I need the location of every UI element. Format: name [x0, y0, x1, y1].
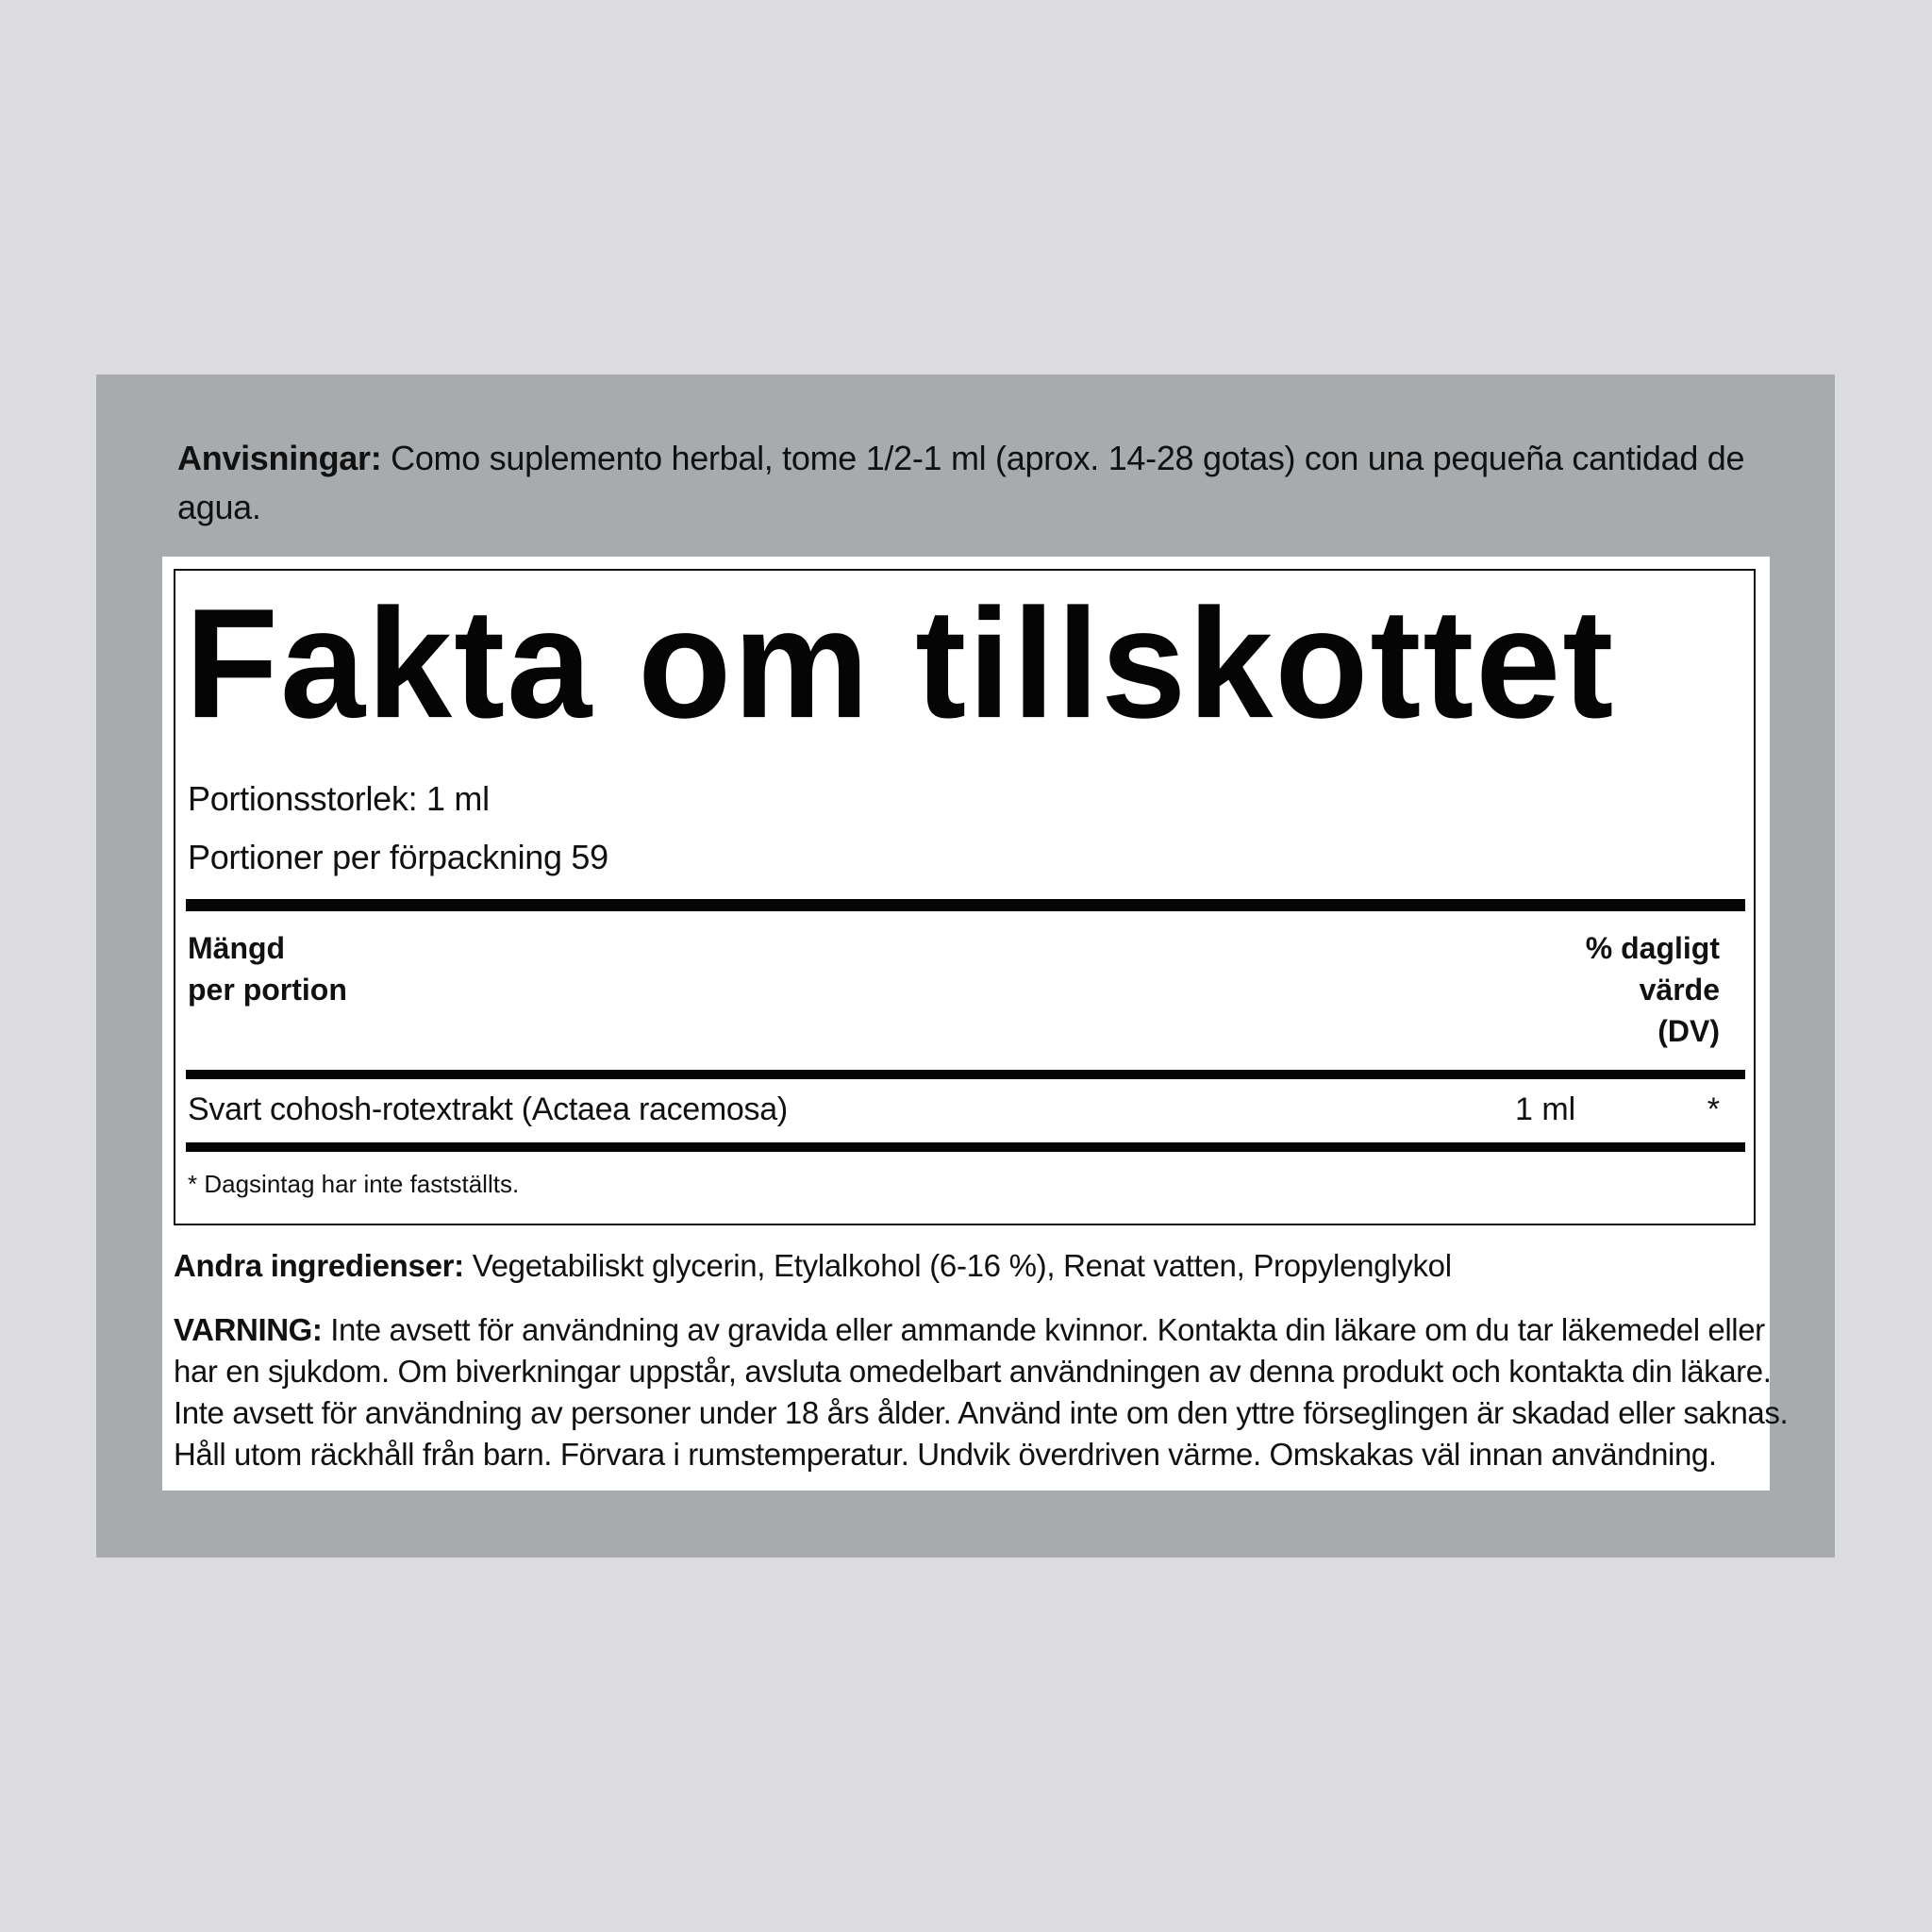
- thick-divider: [186, 899, 1745, 911]
- serving-size: Portionsstorlek: 1 ml: [188, 779, 490, 818]
- header-divider: [186, 1070, 1745, 1079]
- directions-text: [177, 434, 1762, 532]
- other-ingredients-text: Vegetabiliskt glycerin, Etylalkohol (6-16 %), Renat vatten, Propylenglykol: [463, 1248, 1452, 1283]
- warning-text: [174, 1309, 1789, 1475]
- directions-body: Como suplemento herbal, tome 1/2-1 ml (aprox. 14-28 gotas) con una pequeña cantidad de agua.: [177, 439, 1745, 526]
- warning-line-1-text: Inte avsett för användning av gravida eller ammande kvinnor. Kontakta din läkare om du tar läkemedel eller: [322, 1312, 1765, 1347]
- dv-header-line3: (DV): [1657, 1014, 1720, 1048]
- warning-line-4: Håll utom räckhåll från barn. Förvara i rumstemperatur. Undvik överdriven värme. Omskakas väl innan användning.: [174, 1437, 1717, 1472]
- ingredient-daily-value: *: [1707, 1091, 1720, 1127]
- warning-line-3: Inte avsett för användning av personer under 18 års ålder. Använd inte om den yttre förseglingen är skadad eller saknas.: [174, 1395, 1789, 1430]
- supplement-facts-box: [174, 569, 1756, 1225]
- other-ingredients: [174, 1245, 1758, 1287]
- ingredient-amount: 1 ml: [1515, 1091, 1576, 1127]
- dv-header-line1: % dagligt: [1585, 931, 1720, 965]
- amount-header-line2: per portion: [188, 973, 347, 1007]
- warning-label: VARNING:: [174, 1312, 323, 1347]
- warning-line-1: [174, 1309, 1763, 1351]
- row-divider: [186, 1142, 1745, 1152]
- amount-header: [188, 927, 347, 1010]
- daily-value-header: [1586, 927, 1720, 1052]
- dv-header-line2: värde: [1639, 973, 1720, 1007]
- footnote: * Dagsintag har inte fastställts.: [188, 1170, 520, 1198]
- ingredient-name: Svart cohosh-rotextrakt (Actaea racemosa): [188, 1091, 788, 1127]
- directions-label: Anvisningar:: [177, 439, 382, 477]
- warning-line-2: har en sjukdom. Om biverkningar uppstår, avsluta omedelbart användningen av denna produkt och kontakta din läkare.: [174, 1354, 1772, 1389]
- amount-header-line1: Mängd: [188, 931, 286, 965]
- other-ingredients-label: Andra ingredienser:: [174, 1248, 464, 1283]
- facts-title: Fakta om tillskottet: [185, 576, 1616, 751]
- servings-per-container: Portioner per förpackning 59: [188, 838, 608, 876]
